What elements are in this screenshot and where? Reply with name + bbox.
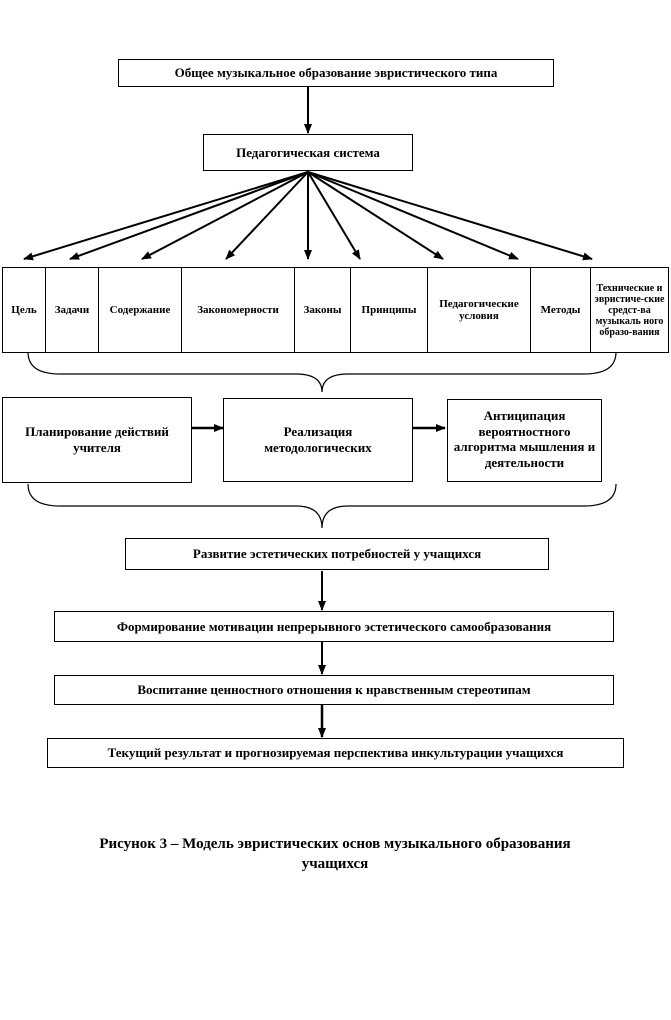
component-tasks: Задачи xyxy=(46,268,99,352)
component-conditions: Педагогические условия xyxy=(428,268,531,352)
outcome-motivation: Формирование мотивации непрерывного эстетического самообразования xyxy=(54,611,614,642)
outcome-aesthetic-needs: Развитие эстетических потребностей у учащихся xyxy=(125,538,549,570)
component-regularities: Закономерности xyxy=(182,268,295,352)
component-tech-means: Технические и эвристиче-ские средст-ва музыкаль ного образо-вания xyxy=(594,282,665,338)
component-principles: Принципы xyxy=(351,268,428,352)
top-box: Общее музыкальное образование эвристического типа xyxy=(118,59,554,87)
stage-anticipation-frame xyxy=(447,399,602,482)
stage-realization: Реализация методологических xyxy=(223,398,413,482)
caption-line-1: Рисунок 3 – Модель эвристических основ музыкального образования xyxy=(99,836,571,852)
brace-components xyxy=(28,352,616,392)
stage-planning: Планирование действий учителя xyxy=(2,397,192,483)
arrow-to-tasks xyxy=(70,172,308,259)
brace-stages xyxy=(28,484,616,528)
component-goal: Цель xyxy=(3,268,46,352)
fan-arrows xyxy=(24,172,592,259)
figure-caption xyxy=(40,835,630,874)
arrow-to-conditions xyxy=(308,172,443,259)
system-box: Педагогическая система xyxy=(203,134,413,171)
outcome-result: Текущий результат и прогнозируемая перспектива инкультурации учащихся xyxy=(47,738,624,768)
components-row xyxy=(2,267,669,353)
outcome-values: Воспитание ценностного отношения к нравственным стереотипам xyxy=(54,675,614,705)
stage-anticipation: Антиципация вероятностного алгоритма мышления и деятельности xyxy=(447,399,602,482)
component-laws: Законы xyxy=(295,268,351,352)
caption-line-2: учащихся xyxy=(301,855,369,872)
component-methods: Методы xyxy=(531,268,591,352)
arrow-to-methods xyxy=(308,172,518,259)
component-content: Содержание xyxy=(99,268,182,352)
arrow-to-tech xyxy=(308,172,592,259)
